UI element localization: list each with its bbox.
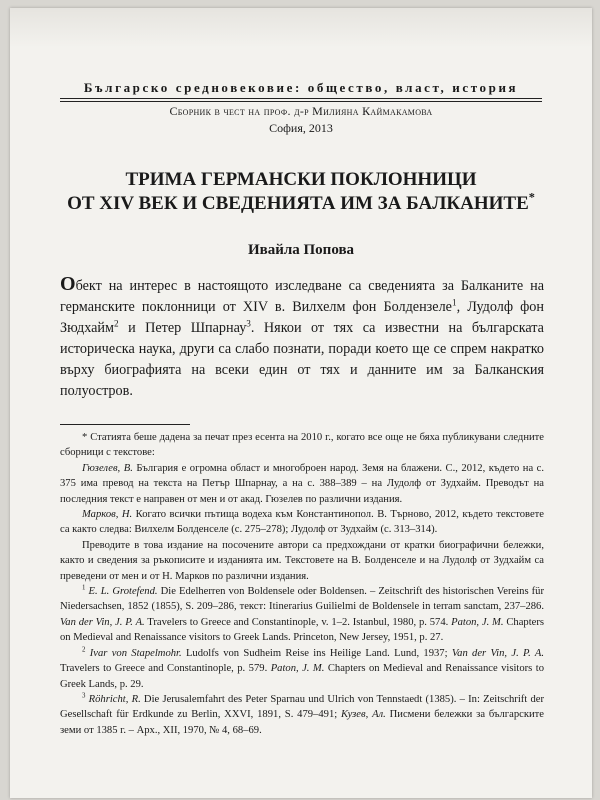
footnote-ref: 3 — [246, 318, 251, 329]
footnote-markov: Марков, Н. Когато всички пътища водеха към Константинопол. В. Търново, 2012, където текстовете са както следва: Вилхелм Болденселе (с. 275–278); Лудолф от Зудхайм (с. 313–314). — [60, 509, 545, 536]
paragraph-text: и Петер Шпарнау — [118, 320, 247, 336]
footnote-ref: 2 — [113, 318, 119, 329]
header-rule — [60, 98, 542, 99]
drop-initial: О — [60, 273, 76, 295]
book-page — [10, 8, 592, 798]
footnote-3: $^3$ Röhricht, R. Die Jerusalemfahrt des Peter Sparnau und Ulrich von Tennstaedt (1385). – In: Zeitschrift der Gesellschaft für Erdkunde zu Berlin, XXVI, 1891, S. 479–491; Кузев, Ал. Писмени бележки за българските земи от 1385 г. – Арх., XII, 1970, № 4, 68–69. — [60, 692, 544, 736]
title-footnote-mark: * — [528, 190, 535, 205]
title-line-1: ТРИМА ГЕРМАНСКИ ПОКЛОННИЦИ — [125, 169, 477, 190]
footnote-translations-note: Преводите в това издание на посочените автори са предхождани от кратки биографични бележки, както и сведения за ръкописите и изданията им. Текстовете на В. Болденселе и на Лудолф от Зудхайм са преведени от мен и от Н. Марков по различни издания. — [60, 539, 544, 582]
footnote-2: $^2$ Ivar von Stapelmohr. Ludolfs von Sudheim Reise ins Heilige Land. Lund, 1937; Van der Vin, J. P. A. Travelers to Greece and Constantinople, p. 579. Paton, J. M. Chapters on Medieval and Renaissance visitors to Greek Lands, p. 29. — [60, 646, 545, 690]
paragraph-text: бект на интерес в настоящото изследване са сведенията за Балканите на германските поклонници от XIV в. Вилхелм фон Болдензеле — [60, 278, 544, 315]
footnote-gyuzelev: Гюзелев, В. България е огромна област и многоброен народ. Земя на блажени. С., 2012, където на с. 375 има превод на текста на Петър Шпарнау, а на с. 388–389 – на Лудолф от Зудхайм. Преводът на последния текст е направен от мен и от акад. Гюзелев по различни издания. — [60, 462, 544, 505]
footnote-1: $^1$ E. L. Grotefend. Die Edelherren von Boldensele oder Boldensen. – Zeitschrift des historischen Vereins für Niedersachsen, 1852 (1855), S. 209–286, текст: Itinerarius Guilielmi de Boldensele in terram sanctam, 237–286. Van der Vin, J. P. A. Travelers to Greece and Constantinople, v. 1–2. Istanbul, 1980, p. 574. Paton, J. M. Chapters on Medieval and Renaissance visitors to Greek Lands. Princeton, New Jersey, 1951, p. 27. — [60, 584, 544, 644]
title-line-2: ОТ XIV ВЕК И СВЕДЕНИЯТА ИМ ЗА БАЛКАНИТЕ — [67, 193, 529, 214]
footnote-separator — [60, 424, 190, 425]
previous-page-shadow — [10, 8, 592, 48]
footnote-ref: 1 — [451, 297, 457, 308]
series-line: Сборник в чест на проф. д-р Милияна Каймакамова — [169, 104, 433, 118]
paragraph-text: , Лудолф фон Зюдхайм — [60, 299, 544, 336]
place-year: София, 2013 — [269, 121, 333, 135]
footnote-star: * Статията беше дадена за печат през есента на 2010 г., когато все още не бяха публикувани следните сборници с текстове: — [60, 432, 544, 459]
article-author: Ивайла Попова — [247, 242, 355, 258]
paragraph-text: . Някои от тях са известни на българската историческа наука, други са слабо познати, поради което ще се спрем накратко върху биографията на всеки един от тях и данните им за Балканския полуостров. — [60, 320, 544, 399]
footnotes — [60, 430, 544, 738]
header-rule — [60, 101, 542, 102]
running-header: Българско средновековие: общество, власт, история — [83, 80, 519, 95]
article-title — [50, 168, 552, 216]
opening-paragraph — [60, 274, 544, 402]
